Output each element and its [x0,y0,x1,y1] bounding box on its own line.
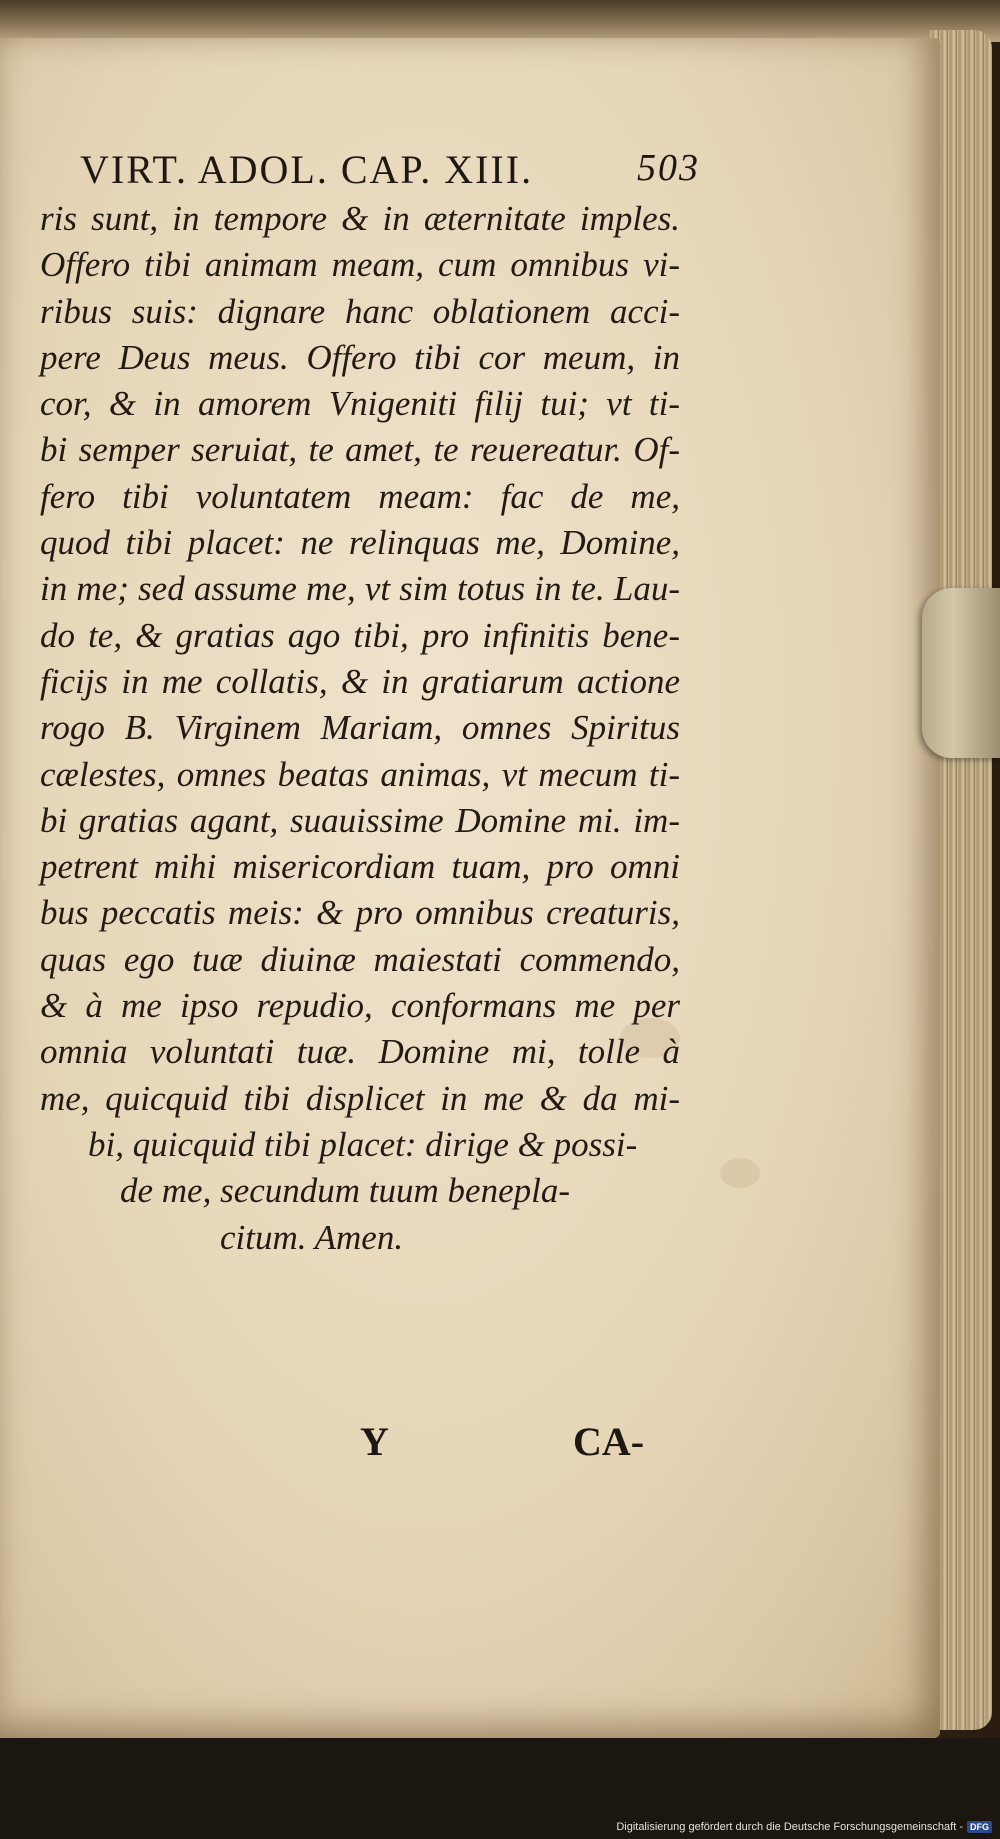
digitization-credit [616,1821,992,1833]
text-line: rogo B. Virginem Mariam, omnes Spiritus [40,708,680,748]
text-line: cor, & in amorem Vnigeniti filij tui; vt ti- [40,384,680,424]
credit-text: Digitalisierung gefördert durch die Deutsche Forschungsgemeinschaft - [616,1821,963,1833]
page-number: 503 [637,147,700,189]
text-line: Offero tibi animam meam, cum omnibus vi- [40,245,680,285]
text-line: me, quicquid tibi displicet in me & da mi- [40,1078,680,1118]
text-line: bi, quicquid tibi placet: dirige & possi- [88,1124,638,1164]
running-head [80,146,700,198]
text-line: quod tibi placet: ne relinquas me, Domine, [40,523,680,563]
text-line: cælestes, omnes beatas animas, vt mecum ti- [40,754,680,794]
text-line: petrent mihi misericordiam tuam, pro omni [40,847,680,887]
text-line: bi gratias agant, suauissime Domine mi. im- [40,800,680,840]
text-line: ficijs in me collatis, & in gratiarum actione [40,661,680,701]
text-line: & à me ipso repudio, conformans me per [40,986,680,1026]
text-line: ris sunt, in tempore & in æternitate imples. [40,199,680,238]
book-top-edge [0,0,1000,42]
catchword: CA- [573,1419,645,1464]
page-tab-marker [922,588,1000,758]
body-text [40,196,680,1261]
running-title: VIRT. ADOL. CAP. XIII. [80,147,534,192]
paper-stain [720,1158,760,1188]
text-line: omnia voluntati tuæ. Domine mi, tolle à [40,1032,680,1072]
text-line: in me; sed assume me, vt sim totus in te. Lau- [40,569,680,609]
dfg-logo-icon: DFG [967,1821,992,1833]
text-line: de me, secundum tuum benepla- [120,1171,571,1211]
text-line: bi semper seruiat, te amet, te reuereatur. Of- [40,430,680,470]
text-line: do te, & gratias ago tibi, pro infinitis bene- [40,615,680,655]
text-line: quas ego tuæ diuinæ maiestati commendo, [40,939,680,979]
text-line: bus peccatis meis: & pro omnibus creaturis, [40,893,680,933]
text-line: ribus suis: dignare hanc oblationem acci- [40,291,680,331]
text-line: pere Deus meus. Offero tibi cor meum, in [40,337,680,377]
scan-footer-bar [0,1738,1000,1839]
text-line: citum. Amen. [220,1217,404,1257]
signature-mark: Y [360,1419,389,1464]
text-line: fero tibi voluntatem meam: fac de me, [40,476,680,516]
